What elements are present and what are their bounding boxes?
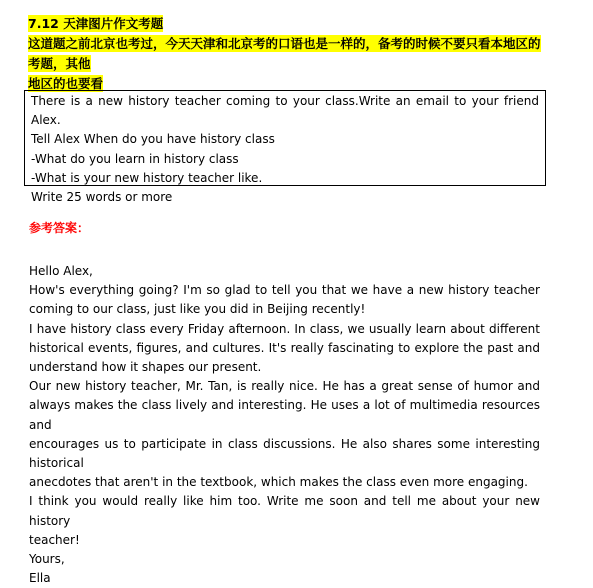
letter-closing: Yours,: [29, 552, 65, 567]
answer-label: 参考答案：: [29, 221, 90, 235]
header-block: [28, 14, 548, 94]
prompt-line: Tell Alex When do you have history class: [31, 132, 275, 147]
letter-line: historical events, figures, and cultures. It's really fascinating to explore the past and: [29, 340, 540, 355]
letter-line: How's everything going? I'm so glad to tell you that we have a new history teacher: [29, 283, 540, 298]
prompt-line: -What do you learn in history class: [31, 151, 239, 166]
prompt-box: [24, 90, 546, 205]
letter-line: always makes the class lively and interesting. He uses a lot of multimedia resources and: [29, 398, 540, 432]
letter-line: I think you would really like him too. Write me soon and tell me about your new history: [29, 494, 540, 528]
letter-greeting: Hello Alex,: [29, 264, 93, 278]
letter-line: Our new history teacher, Mr. Tan, is really nice. He has a great sense of humor and: [29, 379, 540, 394]
exam-title: 7.12 天津图片作文考题: [28, 16, 164, 31]
exam-note-line-2: 地区的也要看: [28, 76, 104, 91]
letter-line: coming to our class, just like you did in Beijing recently!: [29, 302, 366, 317]
prompt-line: There is a new history teacher coming to your class.Write an email to your friend Alex.: [31, 94, 539, 128]
letter-line: I have history class every Friday afternoon. In class, we usually learn about different: [29, 321, 540, 336]
letter-line: teacher!: [29, 532, 80, 547]
answer-letter: [29, 262, 540, 588]
prompt-line: -What is your new history teacher like.: [31, 170, 263, 185]
letter-line: encourages us to participate in class discussions. He also shares some interesting historical: [29, 436, 540, 471]
letter-line: anecdotes that aren't in the textbook, which makes the class even more engaging.: [29, 475, 528, 490]
letter-line: understand how it shapes our present.: [29, 360, 262, 375]
exam-note-line-1: 这道题之前北京也考过，今天天津和北京考的口语也是一样的，备考的时候不要只看本地区的考题，其他: [28, 36, 541, 71]
letter-signature: Ella: [29, 571, 51, 586]
prompt-line: Write 25 words or more: [31, 190, 173, 205]
